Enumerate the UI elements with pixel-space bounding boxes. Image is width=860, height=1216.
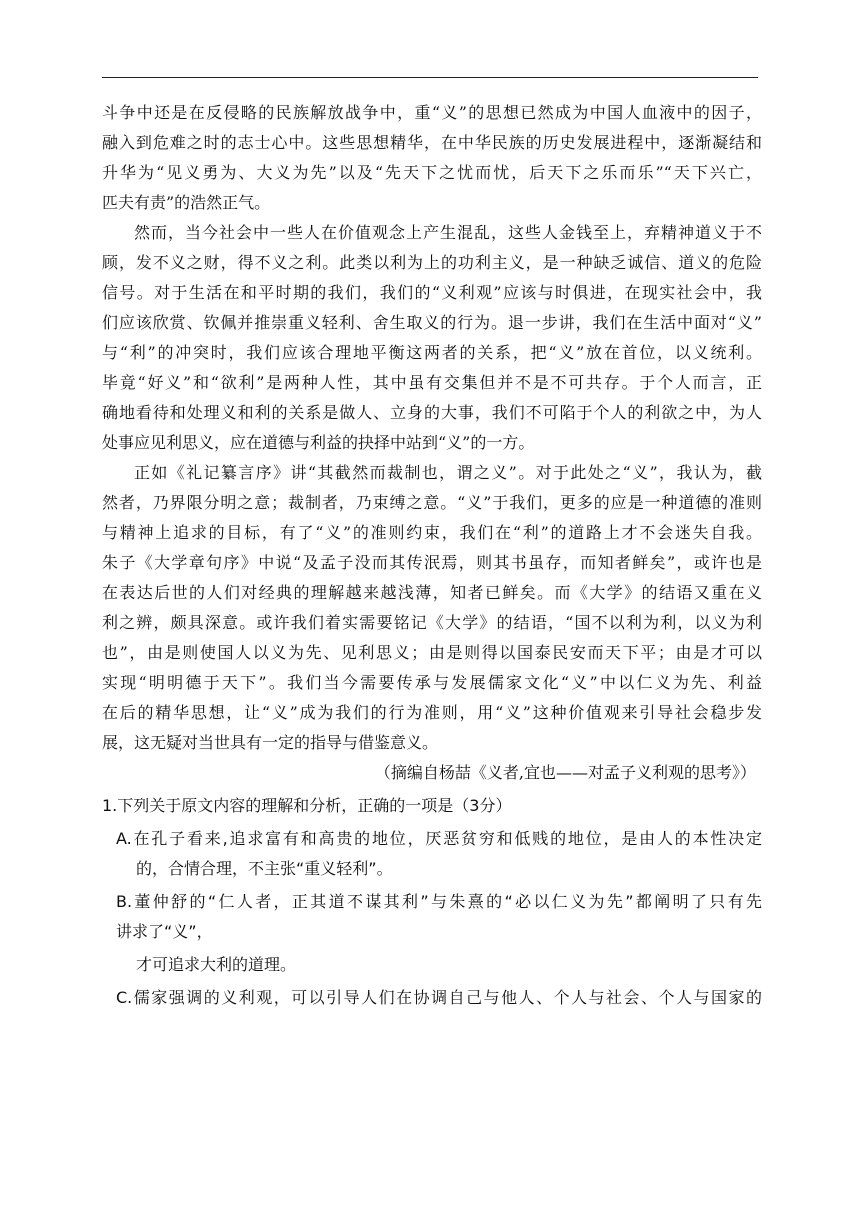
paragraph-2	[102, 218, 762, 458]
text-line: 正如《礼记纂言序》讲“其截然而裁制也，谓之义”。对于此处之“义”，我认为，截	[134, 463, 762, 482]
text-line: 朱子《大学章句序》中说“及孟子没而其传泯焉，则其书虽存，而知者鲜矣”，或许也是	[102, 553, 762, 572]
text-line: 在表达后世的人们对经典的理解越来越浅薄，知者已鲜矣。而《大学》的结语又重在义	[102, 583, 762, 602]
text-line: 升华为“见义勇为、大义为先”以及“先天下之忧而忧，后天下之乐而乐”“天下兴亡，	[102, 163, 762, 182]
text-line: 毕竟“好义”和“欲利”是两种人性，其中虽有交集但并不是不可共存。于个人而言，正	[102, 373, 762, 392]
option-a: A.在孔子看来,追求富有和高贵的地位，厌恶贫穷和低贱的地位，是由人的本性决定	[116, 829, 762, 848]
question-stem: 1.下列关于原文内容的理解和分析，正确的一项是（3分）	[102, 796, 512, 815]
text-line: 匹夫有责”的浩然正气。	[102, 193, 271, 212]
text-line: 信号。对于生活在和平时期的我们，我们的“义利观”应该与时俱进，在现实社会中，我	[102, 283, 762, 302]
option-b-continued: 讲求了“义”，	[116, 922, 213, 941]
text-line: 也”，由是则使国人以义为先、见利思义；由是则得以国泰民安而天下平；由是才可以	[102, 643, 762, 662]
option-b: B.董仲舒的“仁人者，正其道不谋其利”与朱熹的“必以仁义为先”都阐明了只有先	[116, 892, 762, 911]
text-line: 在后的精华思想，让“义”成为我们的行为准则，用“义”这种价值观来引导社会稳步发	[102, 703, 762, 722]
text-line: 确地看待和处理义和利的关系是做人、立身的大事，我们不可陷于个人的利欲之中，为人	[102, 403, 762, 422]
text-line: 然而，当今社会中一些人在价值观念上产生混乱，这些人金钱至上，弃精神道义于不	[134, 223, 762, 242]
text-line: 处事应见利思义，应在道德与利益的抉择中站到“义”的一方。	[102, 433, 535, 452]
option-b-continued-2: 才可追求大利的道理。	[136, 955, 297, 974]
text-line: 们应该欣赏、钦佩并推崇重义轻利、舍生取义的行为。退一步讲，我们在生活中面对“义”	[102, 313, 762, 332]
header-rule	[102, 77, 758, 78]
option-a-continued: 的，合情合理，不主张“重义轻利”。	[136, 859, 393, 878]
text-line: 顾，发不义之财，得不义之利。此类以利为上的功利主义，是一种缺乏诚信、道义的危险	[102, 253, 762, 272]
text-line: 与“利”的冲突时，我们应该合理地平衡这两者的关系，把“义”放在首位，以义统利。	[102, 343, 762, 362]
option-c: C.儒家强调的义利观，可以引导人们在协调自己与他人、个人与社会、个人与国家的	[116, 988, 762, 1007]
text-line: 实现“明明德于天下”。我们当今需要传承与发展儒家文化“义”中以仁义为先、利益	[102, 673, 762, 692]
passage-content	[102, 98, 762, 1013]
source-attribution: （摘编自杨喆《义者,宜也——对孟子义利观的思考》）	[374, 763, 756, 782]
paragraph-1	[102, 98, 762, 218]
text-line: 融入到危难之时的志士心中。这些思想精华，在中华民族的历史发展进程中，逐渐凝结和	[102, 133, 762, 152]
question-1	[102, 791, 762, 1013]
text-line: 然者，乃界限分明之意；裁制者，乃束缚之意。“义”于我们，更多的应是一种道德的准则	[102, 493, 762, 512]
text-line: 展，这无疑对当世具有一定的指导与借鉴意义。	[102, 733, 439, 752]
text-line: 利之辨，颇具深意。或许我们着实需要铭记《大学》的结语，“国不以利为利，以义为利	[102, 613, 762, 632]
paragraph-3	[102, 458, 762, 758]
text-line: 与精神上追求的目标，有了“义”的准则约束，我们在“利”的道路上才不会迷失自我。	[102, 523, 762, 542]
text-line: 斗争中还是在反侵略的民族解放战争中，重“义”的思想已然成为中国人血液中的因子，	[102, 103, 762, 122]
